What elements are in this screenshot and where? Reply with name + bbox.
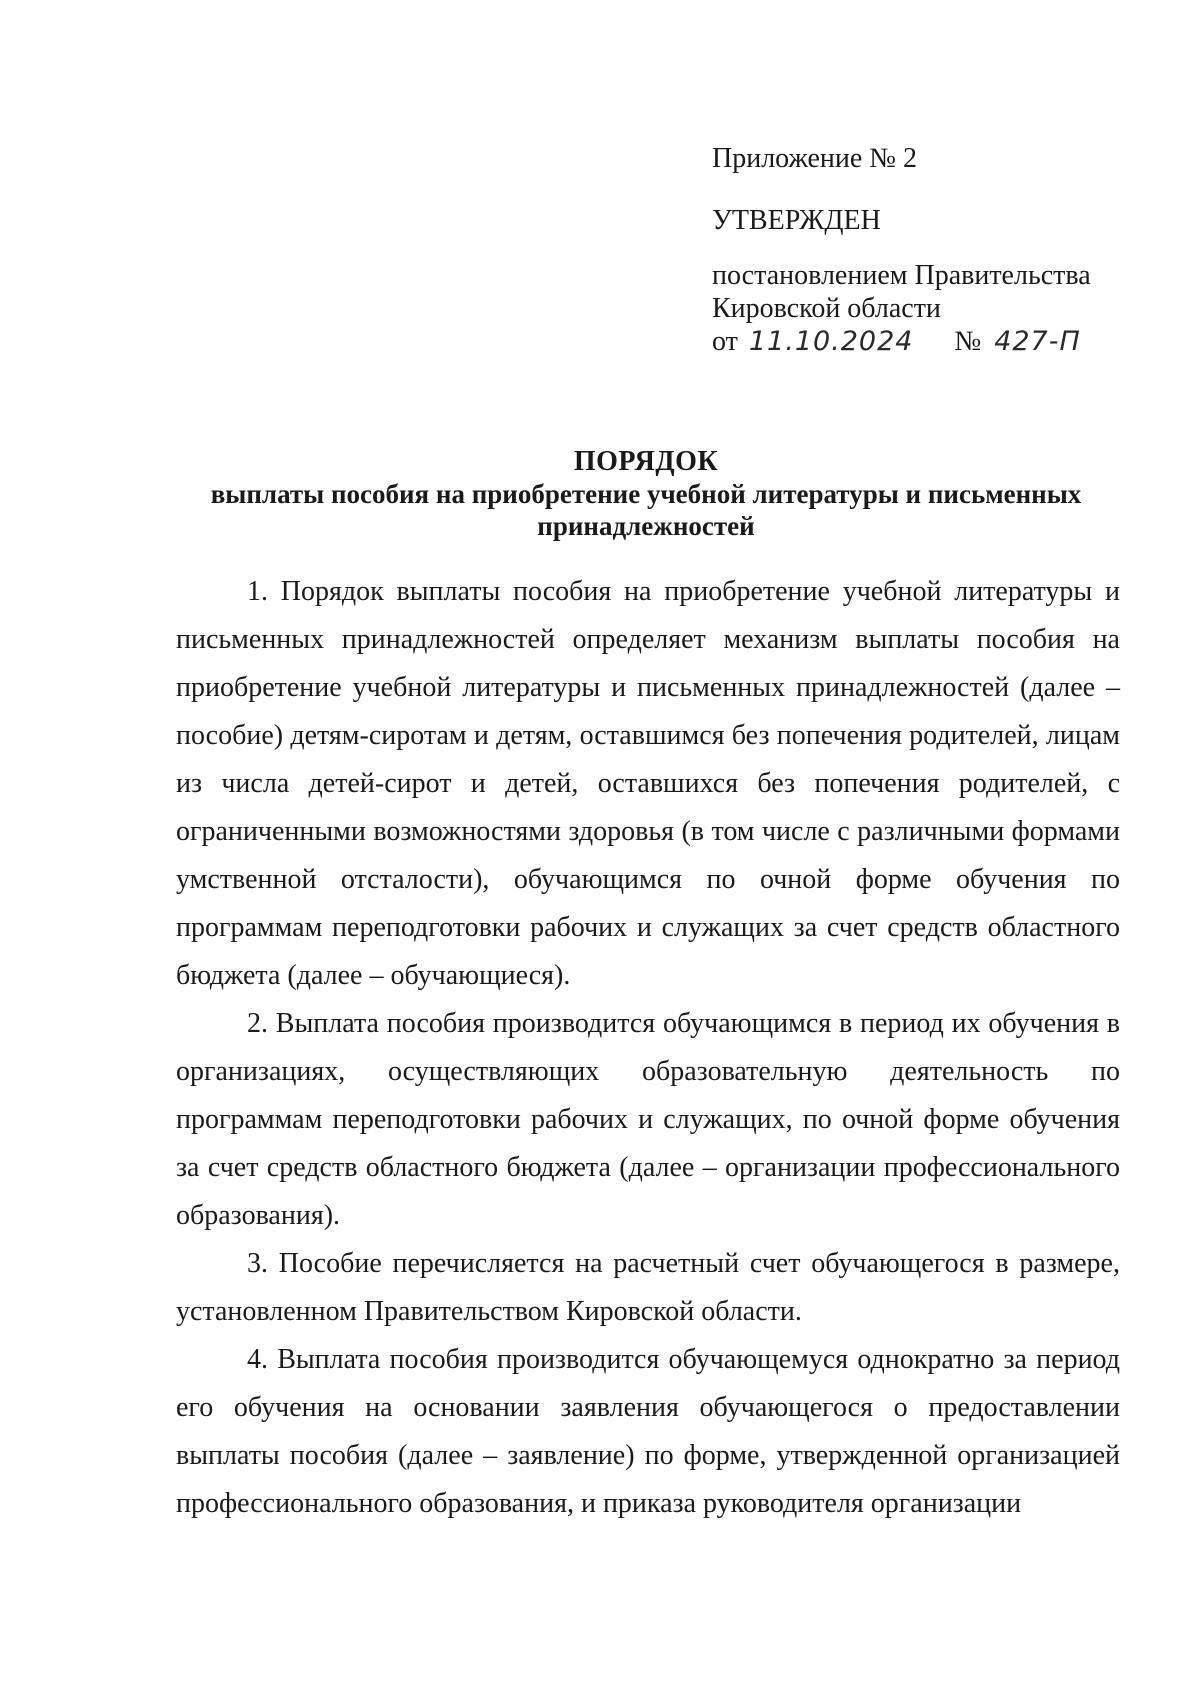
paragraph-3: 3. Пособие перечисляется на расчетный счет обучающегося в размере, установленном Правительством Кировской области. [176,1248,1120,1327]
document-body [176,568,1120,1528]
appendix-label: Приложение № 2 [712,143,917,174]
paragraph-2: 2. Выплата пособия производится обучающимся в период их обучения в организациях, осуществляющих образовательную деятельность по программам переподготовки рабочих и служащих, по очной форме обучения за счет средств областного бюджета (далее – организации профессионального образования). [176,1008,1120,1231]
handwritten-date: 11.10.2024 [748,326,914,357]
issuer-line-2: Кировской области [712,293,941,324]
date-prefix: от [712,326,738,357]
document-title [172,446,1120,542]
number-prefix: № [954,326,982,357]
approved-label: УТВЕРЖДЕН [712,205,881,236]
title-subtitle: выплаты пособия на приобретение учебной литературы и письменных принадлежностей [210,479,1082,541]
title-main: ПОРЯДОК [573,446,719,477]
paragraph-4: 4. Выплата пособия производится обучающемуся однократно за период его обучения на основании заявления обучающегося о предоставлении выплаты пособия (далее – заявление) по форме, утвержденной организацией профессионального образования, и приказа руководителя организации [176,1344,1120,1519]
date-number-line [712,325,1152,358]
approval-block [712,142,1152,358]
issuer-line-1: постановлением Правительства [712,260,1091,291]
handwritten-number: 427-П [994,326,1081,357]
paragraph-1: 1. Порядок выплаты пособия на приобретение учебной литературы и письменных принадлежностей определяет механизм выплаты пособия на приобретение учебной литературы и письменных принадлежностей (далее – пособие) детям-сиротам и детям, оставшимся без попечения родителей, лицам из числа детей-сирот и детей, оставшихся без попечения родителей, с ограниченными возможностями здоровья (в том числе с различными формами умственной отсталости), обучающимся по очной форме обучения по программам переподготовки рабочих и служащих за счет средств областного бюджета (далее – обучающиеся). [176,576,1120,991]
